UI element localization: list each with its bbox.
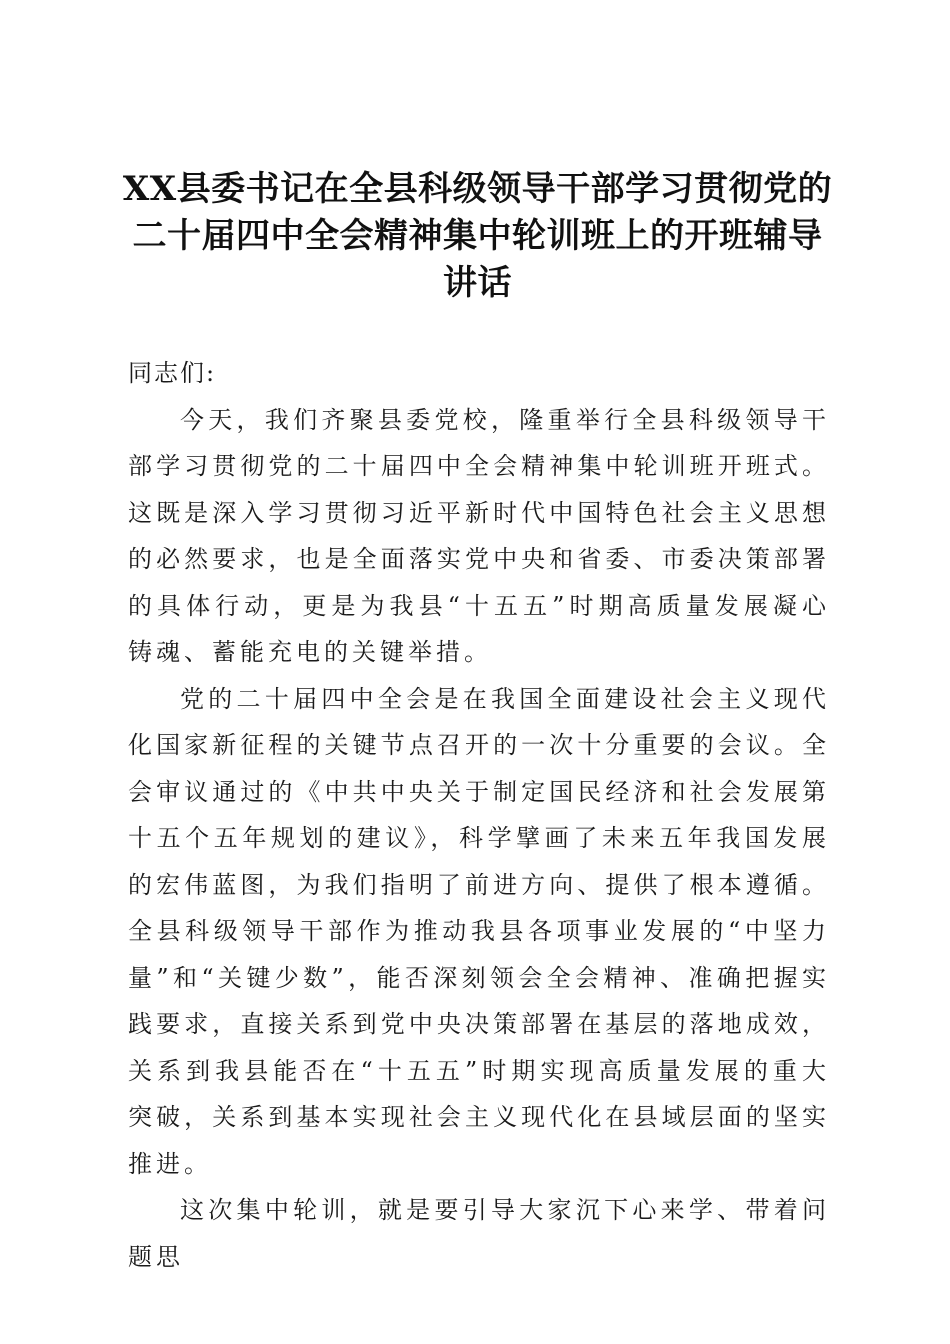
greeting: 同志们: xyxy=(128,359,217,387)
document-body xyxy=(128,350,830,1280)
paragraph-2: 党的二十届四中全会是在我国全面建设社会主义现代化国家新征程的关键节点召开的一次十分重要的会议。全会审议通过的《中共中央关于制定国民经济和社会发展第十五个五年规划的建议》，科学擘画了未来五年我国发展的宏伟蓝图，为我们指明了前进方向、提供了根本遵循。全县科级领导干部作为推动我县各项事业发展的“中坚力量”和“关键少数”，能否深刻领会全会精神、准确把握实践要求，直接关系到党中央决策部署在基层的落地成效，关系到我县能否在“十五五”时期实现高质量发展的重大突破，关系到基本实现社会主义现代化在县域层面的坚实推进。 xyxy=(128,684,830,1178)
document-title: XX县委书记在全县科级领导干部学习贯彻党的二十届四中全会精神集中轮训班上的开班辅导讲话 xyxy=(122,169,833,303)
paragraph-1: 今天，我们齐聚县委党校，隆重举行全县科级领导干部学习贯彻党的二十届四中全会精神集中轮训班开班式。这既是深入学习贯彻习近平新时代中国特色社会主义思想的必然要求，也是全面落实党中央和省委、市委决策部署的具体行动，更是为我县“十五五”时期高质量发展凝心铸魂、蓄能充电的关键举措。 xyxy=(128,405,830,666)
paragraph-3: 这次集中轮训，就是要引导大家沉下心来学、带着问题思 xyxy=(128,1196,830,1271)
